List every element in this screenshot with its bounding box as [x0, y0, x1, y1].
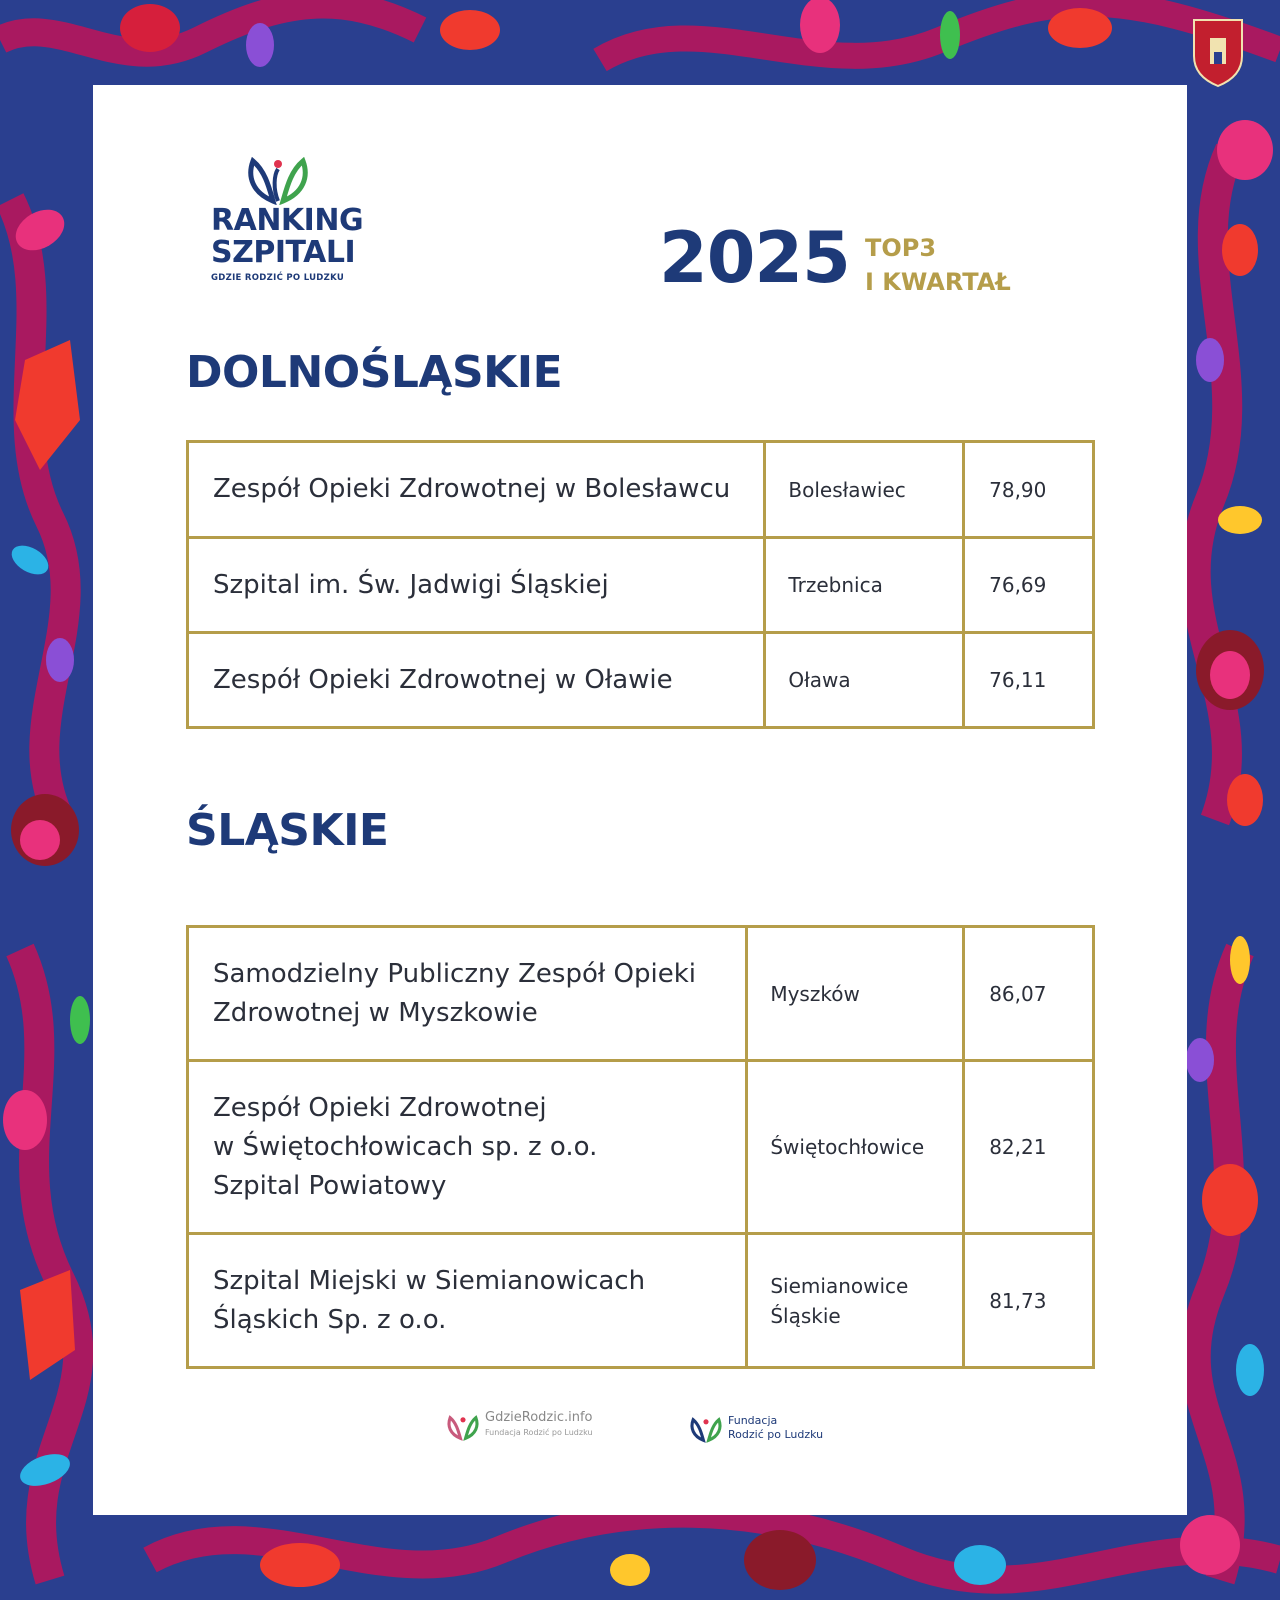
table-row	[188, 633, 1094, 728]
badge-line-quarter: I KWARTAŁ	[865, 268, 1011, 296]
ranking-table	[186, 925, 1095, 1369]
score-cell: 86,07	[964, 927, 1094, 1061]
logo-tagline: GDZIE RODZIĆ PO LUDZKU	[211, 273, 345, 283]
table-row	[188, 442, 1094, 538]
logo-word-1: RANKING	[211, 203, 364, 238]
hospital-name-line: Zespół Opieki Zdrowotnej w Oławie	[213, 664, 673, 695]
footer-right-line2: Rodzić po Ludzku	[728, 1428, 824, 1441]
score-cell: 81,73	[964, 1234, 1094, 1368]
city-line: Bolesławiec	[788, 477, 906, 502]
ranking-card	[93, 85, 1187, 1515]
hospital-name-line: Szpital Powiatowy	[213, 1170, 447, 1201]
hospital-name-line: Samodzielny Publiczny Zespół Opieki	[213, 958, 697, 989]
city-line: Śląskie	[770, 1303, 841, 1328]
hospital-name-line: w Świętochłowicach sp. z o.o.	[213, 1131, 598, 1162]
hospital-name-line: Szpital Miejski w Siemianowicach	[213, 1265, 646, 1296]
ranking-logo	[211, 157, 364, 283]
hospital-name-line: Szpital im. Św. Jadwigi Śląskiej	[213, 569, 609, 600]
score-cell: 76,69	[964, 538, 1094, 633]
city-cell	[765, 538, 964, 633]
hospital-name-cell	[188, 442, 765, 538]
tulip-logo-icon	[243, 157, 313, 205]
city-cell	[765, 442, 964, 538]
hospital-name-line: Śląskich Sp. z o.o.	[213, 1304, 447, 1335]
hospital-name-cell	[188, 633, 765, 728]
city-line: Oława	[788, 668, 851, 692]
period-badge	[865, 231, 1011, 299]
badge-line-top3: TOP3	[865, 234, 937, 262]
ranking-table	[186, 440, 1095, 729]
score-cell: 78,90	[964, 442, 1094, 538]
coat-of-arms-icon	[1190, 16, 1246, 88]
city-cell	[747, 1234, 964, 1368]
hospital-name-cell	[188, 1061, 747, 1234]
footer-left-subtitle: Fundacja Rodzić po Ludzku	[485, 1428, 593, 1437]
city-line: Siemianowice	[770, 1273, 909, 1298]
city-line: Myszków	[770, 981, 860, 1006]
region-heading: DOLNOŚLĄSKIE	[186, 347, 563, 398]
score-cell: 76,11	[964, 633, 1094, 728]
score-cell: 82,21	[964, 1061, 1094, 1234]
hospital-name-cell	[188, 538, 765, 633]
region-heading: ŚLĄSKIE	[186, 805, 389, 856]
table-row	[188, 927, 1094, 1061]
city-line: Świętochłowice	[770, 1135, 925, 1159]
hospital-name-line: Zespół Opieki Zdrowotnej	[213, 1092, 547, 1123]
hospital-name-line: Zespół Opieki Zdrowotnej w Bolesławcu	[213, 474, 731, 504]
city-cell	[747, 1061, 964, 1234]
ranking-year: 2025	[659, 217, 850, 299]
table-row	[188, 538, 1094, 633]
city-cell	[747, 927, 964, 1061]
tulip-logo-icon	[688, 1416, 724, 1444]
city-line: Trzebnica	[788, 573, 883, 597]
table-row	[188, 1061, 1094, 1234]
footer-right-line1: Fundacja	[728, 1414, 778, 1427]
logo-word-2: SZPITALI	[211, 235, 356, 270]
hospital-name-line: Zdrowotnej w Myszkowie	[213, 997, 538, 1028]
footer-left-title: GdzieRodzic.info	[485, 1410, 593, 1425]
hospital-name-cell	[188, 1234, 747, 1368]
tulip-logo-icon	[445, 1414, 481, 1442]
hospital-name-cell	[188, 927, 747, 1061]
table-row	[188, 1234, 1094, 1368]
city-cell	[765, 633, 964, 728]
